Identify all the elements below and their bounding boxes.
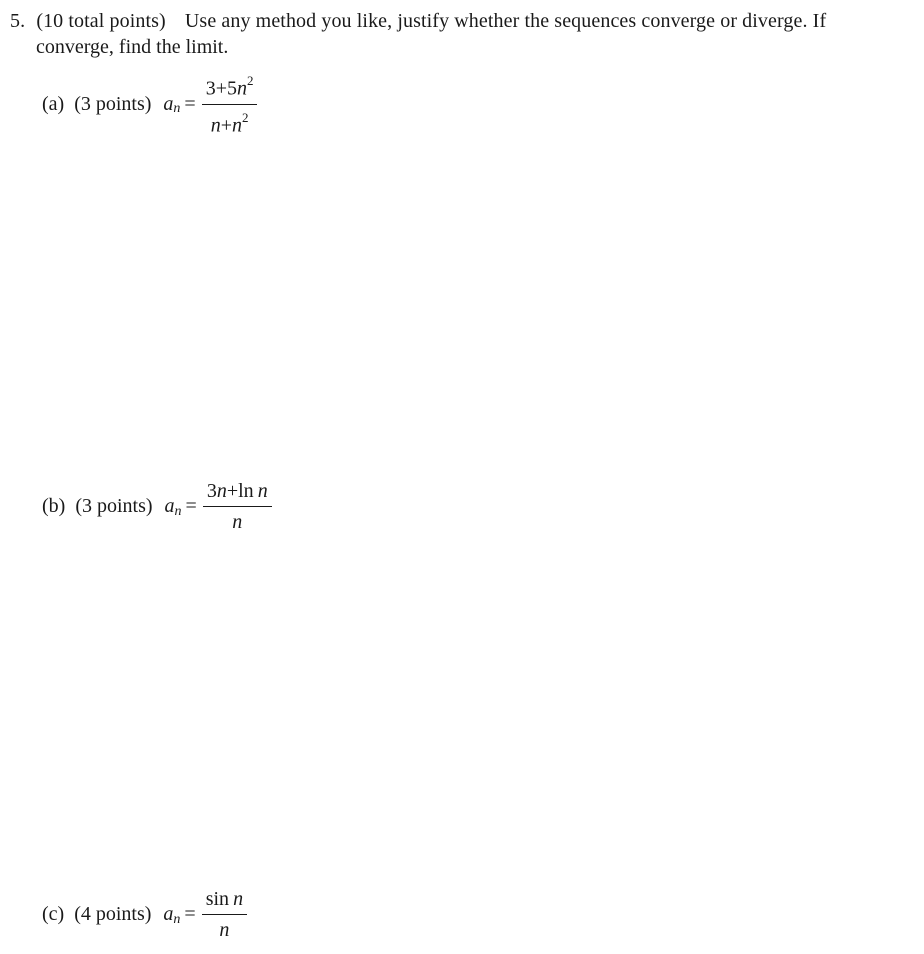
part-c-num-fn: sin	[205, 888, 230, 910]
part-b-den-var: n	[232, 511, 243, 533]
part-b-fraction-bar	[203, 506, 272, 507]
part-a-fraction-bar	[202, 104, 258, 105]
part-b-numerator	[203, 478, 272, 504]
question-header	[10, 10, 826, 33]
part-a-den-op: +	[220, 114, 232, 137]
part-c-equals: =	[184, 903, 196, 925]
part-b-num-op: +	[226, 480, 239, 502]
part-b-num-var: n	[216, 480, 227, 502]
part-b-label: (b)	[42, 495, 66, 517]
part-a-fraction	[202, 70, 258, 138]
part-b-equals: =	[185, 495, 197, 517]
part-a-denominator	[207, 107, 253, 139]
part-b-fraction	[203, 478, 272, 535]
part-c-lhs-var: a	[163, 903, 174, 925]
part-a-den-var2: n	[231, 114, 242, 137]
part-c-fraction-bar	[202, 914, 247, 915]
part-b-num-fn: ln	[238, 480, 254, 502]
part-b-lhs-var: a	[164, 495, 175, 517]
part-a	[42, 70, 257, 138]
part-b	[42, 478, 272, 535]
part-b-points: (3 points)	[75, 495, 153, 517]
part-c-label: (c)	[42, 903, 65, 925]
part-a-lhs-var: a	[163, 92, 174, 115]
part-a-numerator	[202, 70, 258, 102]
part-c	[42, 886, 247, 943]
question-points: (10 total points)	[36, 10, 166, 32]
question-number: 5.	[10, 10, 26, 32]
part-a-num-exp: 2	[246, 73, 254, 88]
part-c-den-var: n	[219, 919, 230, 941]
part-c-num-arg: n	[233, 888, 244, 910]
part-a-num-var: n	[236, 77, 247, 100]
part-c-fraction	[202, 886, 247, 943]
question-prompt-line2: converge, find the limit.	[36, 36, 229, 58]
part-a-num-op: +	[215, 77, 227, 100]
part-a-points: (3 points)	[74, 92, 152, 115]
question-prompt-line1: Use any method you like, justify whether the sequences converge or diverge. If	[184, 10, 827, 32]
part-a-lhs-sub: n	[173, 101, 181, 117]
part-c-denominator	[215, 917, 233, 943]
part-a-num-coef: 5	[226, 77, 237, 100]
part-b-num-coef: 3	[206, 480, 217, 502]
part-a-label: (a)	[42, 92, 65, 115]
part-a-den-var1: n	[210, 114, 221, 137]
part-c-lhs-sub: n	[173, 911, 181, 927]
part-c-numerator	[202, 886, 247, 912]
part-b-num-arg: n	[257, 480, 268, 502]
part-c-points: (4 points)	[74, 903, 152, 925]
part-a-num-term1: 3	[205, 77, 216, 100]
part-b-lhs-sub: n	[174, 503, 182, 519]
part-b-denominator	[228, 509, 246, 535]
part-a-den-exp: 2	[241, 109, 249, 125]
part-a-equals: =	[184, 92, 196, 115]
